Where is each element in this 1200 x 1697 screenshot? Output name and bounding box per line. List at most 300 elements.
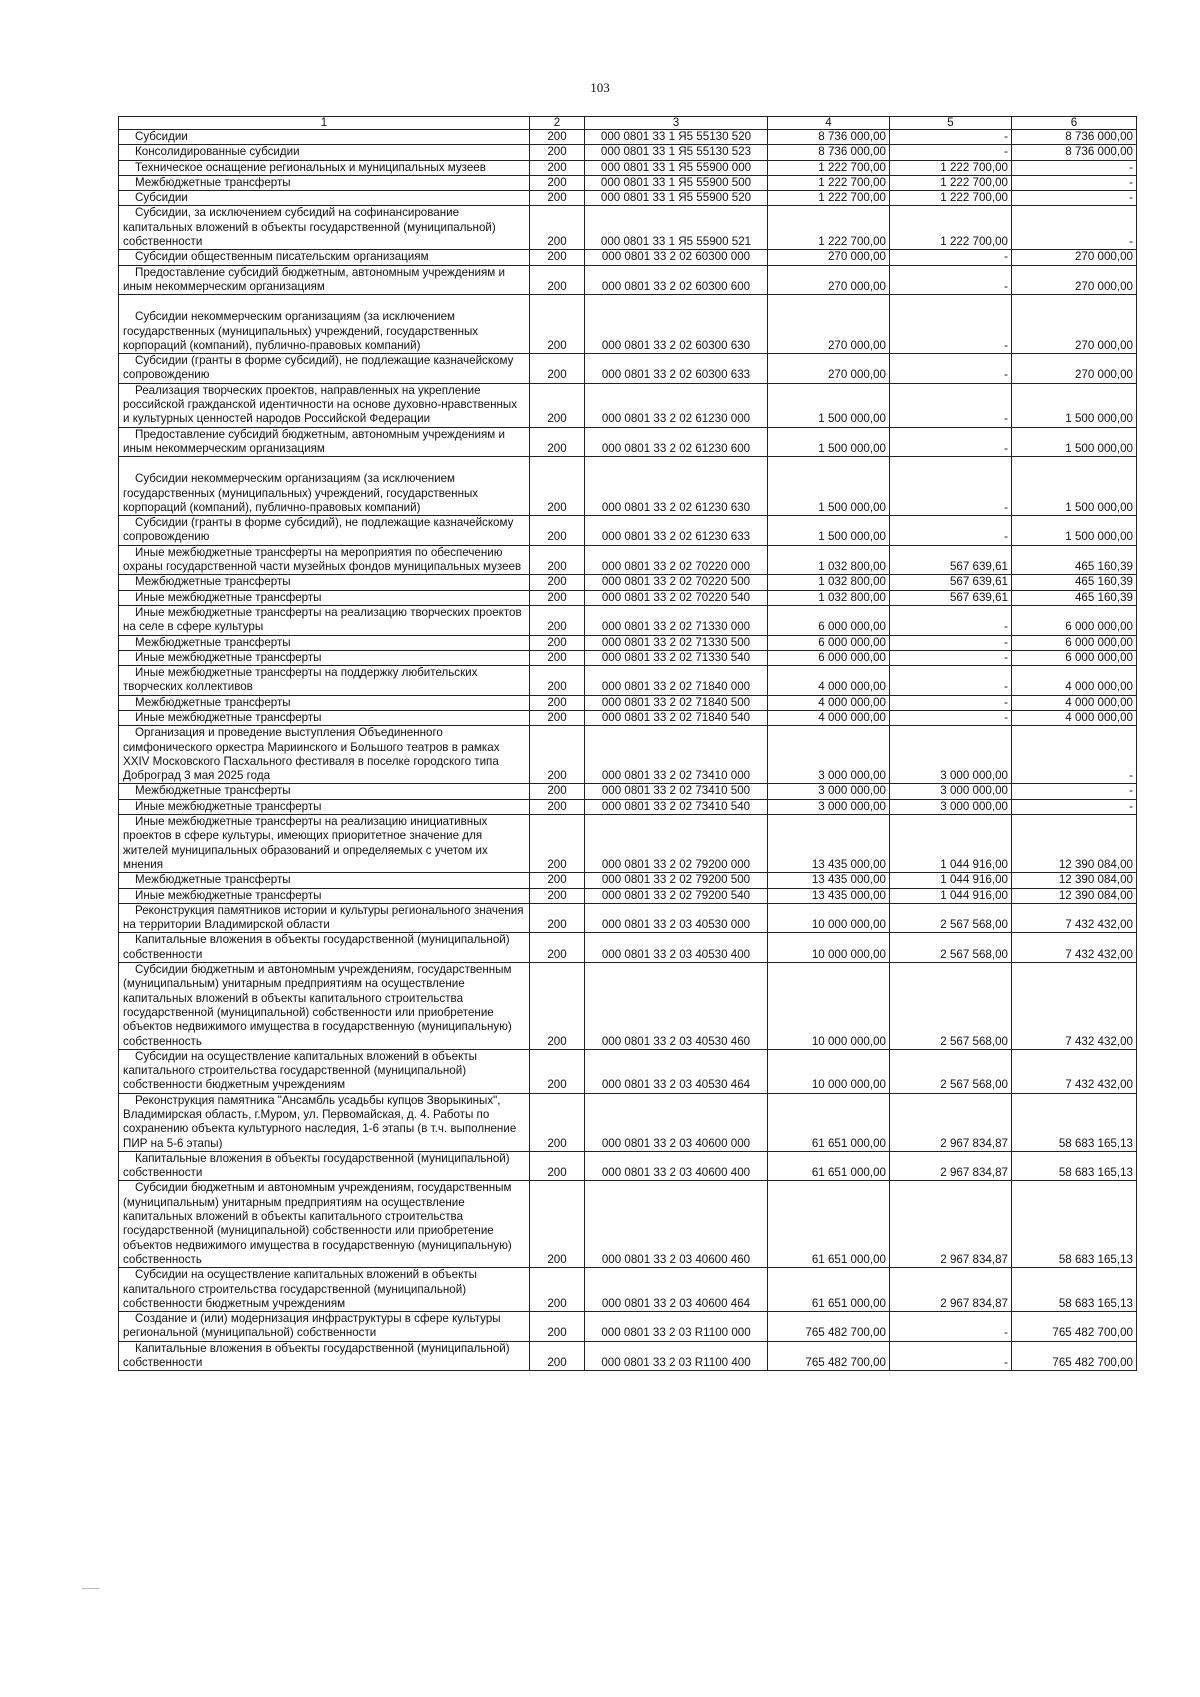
row-name-cell xyxy=(119,206,530,250)
row-grbs-code: 200 xyxy=(530,265,585,295)
row-name-cell xyxy=(119,888,530,903)
table-row xyxy=(119,265,1137,295)
column-number-header-row xyxy=(119,117,1137,130)
row-total-amount: 3 000 000,00 xyxy=(768,799,890,814)
table-row xyxy=(119,726,1137,784)
column-header-5: 5 xyxy=(890,117,1012,130)
row-column5-amount: - xyxy=(890,427,1012,457)
row-grbs-code: 200 xyxy=(530,130,585,145)
row-classification-code: 000 0801 33 1 Я5 55130 523 xyxy=(585,145,768,160)
row-column5-amount: 2 967 834,87 xyxy=(890,1151,1012,1181)
table-row xyxy=(119,191,1137,206)
row-grbs-code: 200 xyxy=(530,1049,585,1093)
row-grbs-code: 200 xyxy=(530,516,585,546)
row-column6-amount: 1 500 000,00 xyxy=(1012,516,1137,546)
row-column5-amount: - xyxy=(890,1341,1012,1371)
scan-edge-mark xyxy=(82,1588,100,1589)
row-total-amount: 1 222 700,00 xyxy=(768,175,890,190)
row-column5-amount: - xyxy=(890,635,1012,650)
row-classification-code: 000 0801 33 2 03 40600 000 xyxy=(585,1093,768,1151)
row-grbs-code: 200 xyxy=(530,873,585,888)
row-total-amount: 270 000,00 xyxy=(768,295,890,354)
row-column5-amount: - xyxy=(890,265,1012,295)
row-grbs-code: 200 xyxy=(530,695,585,710)
row-name-cell xyxy=(119,635,530,650)
table-row xyxy=(119,545,1137,575)
row-column5-amount: 1 044 916,00 xyxy=(890,815,1012,873)
row-column5-amount: 3 000 000,00 xyxy=(890,799,1012,814)
table-row xyxy=(119,575,1137,590)
row-total-amount: 4 000 000,00 xyxy=(768,695,890,710)
row-name: Предоставление субсидий бюджетным, автономным учреждениям и иным некоммерческим организациям xyxy=(123,265,505,293)
table-row xyxy=(119,710,1137,725)
row-name-cell xyxy=(119,963,530,1050)
row-total-amount: 61 651 000,00 xyxy=(768,1181,890,1268)
row-classification-code: 000 0801 33 2 02 73410 000 xyxy=(585,726,768,784)
row-grbs-code: 200 xyxy=(530,295,585,354)
row-total-amount: 1 222 700,00 xyxy=(768,191,890,206)
row-column6-amount: 270 000,00 xyxy=(1012,265,1137,295)
row-classification-code: 000 0801 33 1 Я5 55900 500 xyxy=(585,175,768,190)
row-name-cell xyxy=(119,545,530,575)
row-total-amount: 3 000 000,00 xyxy=(768,726,890,784)
row-column6-amount: - xyxy=(1012,191,1137,206)
table-row xyxy=(119,427,1137,457)
row-grbs-code: 200 xyxy=(530,605,585,635)
row-classification-code: 000 0801 33 2 02 61230 600 xyxy=(585,427,768,457)
row-grbs-code: 200 xyxy=(530,545,585,575)
row-column5-amount: - xyxy=(890,1312,1012,1342)
table-row xyxy=(119,130,1137,145)
row-name-cell xyxy=(119,160,530,175)
row-name: Иные межбюджетные трансферты xyxy=(135,590,322,604)
row-classification-code: 000 0801 33 2 02 79200 500 xyxy=(585,873,768,888)
row-classification-code: 000 0801 33 2 02 71330 540 xyxy=(585,650,768,665)
row-name: Субсидии xyxy=(135,191,188,205)
row-name-cell xyxy=(119,650,530,665)
row-name-cell xyxy=(119,1151,530,1181)
row-total-amount: 1 032 800,00 xyxy=(768,575,890,590)
row-name-cell xyxy=(119,175,530,190)
row-grbs-code: 200 xyxy=(530,1151,585,1181)
row-name: Иные межбюджетные трансферты на мероприятия по обеспечению охраны государственной части музейных фондов муниципальных музеев xyxy=(123,545,522,574)
row-name: Субсидии (гранты в форме субсидий), не подлежащие казначейскому сопровождению xyxy=(123,354,514,382)
row-name-cell xyxy=(119,815,530,873)
row-name-cell xyxy=(119,933,530,963)
row-grbs-code: 200 xyxy=(530,1268,585,1312)
row-total-amount: 1 500 000,00 xyxy=(768,427,890,457)
row-grbs-code: 200 xyxy=(530,726,585,784)
row-total-amount: 765 482 700,00 xyxy=(768,1341,890,1371)
row-name-cell xyxy=(119,590,530,605)
row-classification-code: 000 0801 33 2 03 R1100 000 xyxy=(585,1312,768,1342)
row-name-cell xyxy=(119,903,530,933)
row-name: Субсидии (гранты в форме субсидий), не подлежащие казначейскому сопровождению xyxy=(123,516,514,544)
table-row xyxy=(119,1049,1137,1093)
table-row xyxy=(119,666,1137,696)
row-grbs-code: 200 xyxy=(530,250,585,265)
row-column6-amount: 58 683 165,13 xyxy=(1012,1268,1137,1312)
row-name-cell xyxy=(119,295,530,354)
row-classification-code: 000 0801 33 2 03 40600 464 xyxy=(585,1268,768,1312)
row-column6-amount: 12 390 084,00 xyxy=(1012,888,1137,903)
row-column6-amount: 465 160,39 xyxy=(1012,590,1137,605)
row-total-amount: 270 000,00 xyxy=(768,250,890,265)
row-classification-code: 000 0801 33 2 02 70220 000 xyxy=(585,545,768,575)
row-name: Межбюджетные трансферты xyxy=(135,873,291,887)
row-name-cell xyxy=(119,726,530,784)
row-name-cell xyxy=(119,130,530,145)
row-grbs-code: 200 xyxy=(530,903,585,933)
row-name-cell xyxy=(119,250,530,265)
row-name: Субсидии некоммерческим организациям (за исключением государственных (муниципальных) учреждений, государственных корпораций (компаний), публично-правовых компаний) xyxy=(123,310,479,352)
row-grbs-code: 200 xyxy=(530,575,585,590)
table-row xyxy=(119,354,1137,384)
row-total-amount: 1 500 000,00 xyxy=(768,383,890,427)
row-classification-code: 000 0801 33 2 02 73410 500 xyxy=(585,784,768,799)
table-row xyxy=(119,250,1137,265)
row-column6-amount: 6 000 000,00 xyxy=(1012,635,1137,650)
row-column5-amount: 567 639,61 xyxy=(890,545,1012,575)
row-name-cell xyxy=(119,383,530,427)
row-name-cell xyxy=(119,710,530,725)
row-column5-amount: - xyxy=(890,457,1012,516)
row-name: Субсидии общественным писательским организациям xyxy=(135,250,429,264)
row-total-amount: 8 736 000,00 xyxy=(768,130,890,145)
row-classification-code: 000 0801 33 2 02 71840 540 xyxy=(585,710,768,725)
row-classification-code: 000 0801 33 2 03 40600 460 xyxy=(585,1181,768,1268)
row-column5-amount: - xyxy=(890,145,1012,160)
row-column5-amount: - xyxy=(890,295,1012,354)
row-classification-code: 000 0801 33 1 Я5 55900 520 xyxy=(585,191,768,206)
row-grbs-code: 200 xyxy=(530,815,585,873)
table-row xyxy=(119,457,1137,516)
row-total-amount: 1 500 000,00 xyxy=(768,457,890,516)
budget-table-container xyxy=(118,116,1136,1371)
row-classification-code: 000 0801 33 1 Я5 55130 520 xyxy=(585,130,768,145)
row-name: Предоставление субсидий бюджетным, автономным учреждениям и иным некоммерческим организациям xyxy=(123,427,505,455)
row-classification-code: 000 0801 33 2 02 60300 000 xyxy=(585,250,768,265)
row-column6-amount: 8 736 000,00 xyxy=(1012,145,1137,160)
row-column5-amount: 1 222 700,00 xyxy=(890,191,1012,206)
table-row xyxy=(119,206,1137,250)
table-row xyxy=(119,963,1137,1050)
row-name: Капитальные вложения в объекты государственной (муниципальной) собственности xyxy=(123,1151,510,1180)
row-classification-code: 000 0801 33 2 02 79200 000 xyxy=(585,815,768,873)
row-column5-amount: 1 222 700,00 xyxy=(890,206,1012,250)
row-name: Создание и (или) модернизация инфраструктуры в сфере культуры региональной (муниципальной) собственности xyxy=(123,1312,501,1340)
row-name: Субсидии бюджетным и автономным учреждениям, государственным (муниципальным) унитарным предприятиям на осуществление капитальных вложений в объекты капитального строительства государственной (муниципальной) собственности или приобретение объектов недвижимого имущества в государственную (муниципальную) собственность xyxy=(123,963,512,1048)
row-column5-amount: - xyxy=(890,650,1012,665)
row-name: Техническое оснащение региональных и муниципальных музеев xyxy=(135,160,486,174)
row-column6-amount: 6 000 000,00 xyxy=(1012,605,1137,635)
row-classification-code: 000 0801 33 2 02 60300 600 xyxy=(585,265,768,295)
row-total-amount: 10 000 000,00 xyxy=(768,903,890,933)
row-name: Субсидии на осуществление капитальных вложений в объекты капитального строительства государственной (муниципальной) собственности бюджетным учреждениям xyxy=(123,1049,477,1092)
row-name-cell xyxy=(119,784,530,799)
row-total-amount: 1 222 700,00 xyxy=(768,206,890,250)
row-total-amount: 61 651 000,00 xyxy=(768,1151,890,1181)
row-column5-amount: - xyxy=(890,130,1012,145)
table-row xyxy=(119,873,1137,888)
row-total-amount: 10 000 000,00 xyxy=(768,933,890,963)
row-total-amount: 1 500 000,00 xyxy=(768,516,890,546)
row-grbs-code: 200 xyxy=(530,175,585,190)
row-column5-amount: - xyxy=(890,710,1012,725)
row-column5-amount: - xyxy=(890,354,1012,384)
row-name: Субсидии бюджетным и автономным учреждениям, государственным (муниципальным) унитарным предприятиям на осуществление капитальных вложений в объекты капитального строительства государственной (муниципальной) собственности или приобретение объектов недвижимого имущества в государственную (муниципальную) собственность xyxy=(123,1181,512,1266)
row-grbs-code: 200 xyxy=(530,206,585,250)
row-total-amount: 4 000 000,00 xyxy=(768,710,890,725)
column-header-2: 2 xyxy=(530,117,585,130)
row-column5-amount: - xyxy=(890,383,1012,427)
row-grbs-code: 200 xyxy=(530,963,585,1050)
row-total-amount: 1 032 800,00 xyxy=(768,545,890,575)
row-column6-amount: 270 000,00 xyxy=(1012,295,1137,354)
row-grbs-code: 200 xyxy=(530,710,585,725)
row-column6-amount: 6 000 000,00 xyxy=(1012,650,1137,665)
table-row xyxy=(119,160,1137,175)
row-name-cell xyxy=(119,145,530,160)
row-column6-amount: - xyxy=(1012,175,1137,190)
row-name: Иные межбюджетные трансферты xyxy=(135,799,322,813)
row-column5-amount: - xyxy=(890,695,1012,710)
row-name: Иные межбюджетные трансферты xyxy=(135,888,322,902)
row-column6-amount: 7 432 432,00 xyxy=(1012,903,1137,933)
row-classification-code: 000 0801 33 2 02 70220 500 xyxy=(585,575,768,590)
row-total-amount: 6 000 000,00 xyxy=(768,635,890,650)
row-total-amount: 6 000 000,00 xyxy=(768,650,890,665)
row-column6-amount: 765 482 700,00 xyxy=(1012,1312,1137,1342)
row-spacer xyxy=(123,295,526,310)
table-row xyxy=(119,1093,1137,1151)
row-column6-amount: 7 432 432,00 xyxy=(1012,933,1137,963)
row-classification-code: 000 0801 33 2 03 40600 400 xyxy=(585,1151,768,1181)
row-column5-amount: 567 639,61 xyxy=(890,575,1012,590)
row-grbs-code: 200 xyxy=(530,1341,585,1371)
row-total-amount: 13 435 000,00 xyxy=(768,815,890,873)
table-row xyxy=(119,1341,1137,1371)
row-grbs-code: 200 xyxy=(530,427,585,457)
row-name-cell xyxy=(119,427,530,457)
row-name-cell xyxy=(119,1049,530,1093)
row-column6-amount: 12 390 084,00 xyxy=(1012,815,1137,873)
row-column5-amount: 2 567 568,00 xyxy=(890,1049,1012,1093)
row-grbs-code: 200 xyxy=(530,191,585,206)
row-column5-amount: - xyxy=(890,666,1012,696)
row-grbs-code: 200 xyxy=(530,457,585,516)
row-grbs-code: 200 xyxy=(530,933,585,963)
row-name-cell xyxy=(119,575,530,590)
row-classification-code: 000 0801 33 1 Я5 55900 000 xyxy=(585,160,768,175)
row-classification-code: 000 0801 33 2 02 71840 500 xyxy=(585,695,768,710)
row-classification-code: 000 0801 33 2 02 60300 633 xyxy=(585,354,768,384)
row-name-cell xyxy=(119,1341,530,1371)
row-grbs-code: 200 xyxy=(530,1093,585,1151)
column-header-6: 6 xyxy=(1012,117,1137,130)
row-grbs-code: 200 xyxy=(530,635,585,650)
row-column6-amount: 270 000,00 xyxy=(1012,354,1137,384)
row-column5-amount: 3 000 000,00 xyxy=(890,784,1012,799)
row-grbs-code: 200 xyxy=(530,784,585,799)
table-row xyxy=(119,1181,1137,1268)
table-row xyxy=(119,175,1137,190)
row-name-cell xyxy=(119,666,530,696)
row-name: Межбюджетные трансферты xyxy=(135,635,291,649)
row-total-amount: 10 000 000,00 xyxy=(768,1049,890,1093)
budget-table xyxy=(118,116,1137,1371)
row-classification-code: 000 0801 33 2 02 61230 630 xyxy=(585,457,768,516)
table-row xyxy=(119,815,1137,873)
row-column5-amount: 2 567 568,00 xyxy=(890,963,1012,1050)
row-total-amount: 3 000 000,00 xyxy=(768,784,890,799)
row-column6-amount: 8 736 000,00 xyxy=(1012,130,1137,145)
row-name: Реализация творческих проектов, направленных на укрепление российской гражданской идентичности на основе духовно-нравственных и культурных ценностей народов Российской Федерации xyxy=(123,383,518,426)
row-column6-amount: 12 390 084,00 xyxy=(1012,873,1137,888)
row-column6-amount: 465 160,39 xyxy=(1012,545,1137,575)
table-row xyxy=(119,590,1137,605)
row-column5-amount: 2 967 834,87 xyxy=(890,1268,1012,1312)
row-column5-amount: 2 967 834,87 xyxy=(890,1093,1012,1151)
row-name: Иные межбюджетные трансферты на реализацию творческих проектов на селе в сфере культуры xyxy=(123,605,522,634)
row-column6-amount: 765 482 700,00 xyxy=(1012,1341,1137,1371)
table-row xyxy=(119,1151,1137,1181)
row-total-amount: 8 736 000,00 xyxy=(768,145,890,160)
row-name: Организация и проведение выступления Объединенного симфонического оркестра Мариинского и Большого театров в рамках XXIV Московского Пасхального фестиваля в поселке городского типа Доброград 3 мая 2025 года xyxy=(123,726,500,783)
row-total-amount: 270 000,00 xyxy=(768,354,890,384)
row-column6-amount: 1 500 000,00 xyxy=(1012,427,1137,457)
row-grbs-code: 200 xyxy=(530,799,585,814)
row-grbs-code: 200 xyxy=(530,1312,585,1342)
row-column6-amount: 465 160,39 xyxy=(1012,575,1137,590)
table-row xyxy=(119,933,1137,963)
row-classification-code: 000 0801 33 2 02 70220 540 xyxy=(585,590,768,605)
row-total-amount: 13 435 000,00 xyxy=(768,888,890,903)
row-total-amount: 61 651 000,00 xyxy=(768,1268,890,1312)
row-name-cell xyxy=(119,354,530,384)
table-row xyxy=(119,383,1137,427)
row-classification-code: 000 0801 33 2 02 79200 540 xyxy=(585,888,768,903)
table-row xyxy=(119,516,1137,546)
row-classification-code: 000 0801 33 2 02 61230 633 xyxy=(585,516,768,546)
row-column6-amount: 1 500 000,00 xyxy=(1012,457,1137,516)
row-name: Иные межбюджетные трансферты на реализацию инициативных проектов в сфере культуры, имеющих приоритетное значение для жителей муниципальных образований и определяемых с учетом их мнения xyxy=(123,815,488,871)
row-column5-amount: - xyxy=(890,516,1012,546)
page-number: 103 xyxy=(590,80,610,95)
row-grbs-code: 200 xyxy=(530,145,585,160)
row-column6-amount: - xyxy=(1012,206,1137,250)
column-header-4: 4 xyxy=(768,117,890,130)
row-column6-amount: 58 683 165,13 xyxy=(1012,1093,1137,1151)
row-total-amount: 765 482 700,00 xyxy=(768,1312,890,1342)
table-row xyxy=(119,799,1137,814)
row-column6-amount: 270 000,00 xyxy=(1012,250,1137,265)
row-name-cell xyxy=(119,191,530,206)
row-column6-amount: 58 683 165,13 xyxy=(1012,1181,1137,1268)
table-row xyxy=(119,295,1137,354)
row-total-amount: 10 000 000,00 xyxy=(768,963,890,1050)
row-name: Капитальные вложения в объекты государственной (муниципальной) собственности xyxy=(123,1341,510,1370)
column-header-1: 1 xyxy=(119,117,530,130)
row-name-cell xyxy=(119,1093,530,1151)
row-total-amount: 6 000 000,00 xyxy=(768,605,890,635)
row-column5-amount: 2 567 568,00 xyxy=(890,933,1012,963)
row-name: Капитальные вложения в объекты государственной (муниципальной) собственности xyxy=(123,933,510,961)
row-classification-code: 000 0801 33 2 03 40530 000 xyxy=(585,903,768,933)
row-total-amount: 270 000,00 xyxy=(768,265,890,295)
row-name-cell xyxy=(119,457,530,516)
row-column6-amount: - xyxy=(1012,799,1137,814)
row-name: Межбюджетные трансферты xyxy=(135,784,291,798)
row-name-cell xyxy=(119,516,530,546)
row-classification-code: 000 0801 33 1 Я5 55900 521 xyxy=(585,206,768,250)
row-grbs-code: 200 xyxy=(530,1181,585,1268)
row-column6-amount: 4 000 000,00 xyxy=(1012,710,1137,725)
row-total-amount: 1 222 700,00 xyxy=(768,160,890,175)
row-column5-amount: 3 000 000,00 xyxy=(890,726,1012,784)
row-classification-code: 000 0801 33 2 02 73410 540 xyxy=(585,799,768,814)
table-row xyxy=(119,145,1137,160)
row-classification-code: 000 0801 33 2 02 71330 000 xyxy=(585,605,768,635)
row-column6-amount: 4 000 000,00 xyxy=(1012,666,1137,696)
row-column6-amount: 7 432 432,00 xyxy=(1012,1049,1137,1093)
row-grbs-code: 200 xyxy=(530,354,585,384)
row-grbs-code: 200 xyxy=(530,666,585,696)
row-column6-amount: - xyxy=(1012,726,1137,784)
row-name: Межбюджетные трансферты xyxy=(135,175,291,189)
row-name: Реконструкция памятников истории и культуры регионального значения на территории Владимирской области xyxy=(123,903,524,932)
row-name-cell xyxy=(119,695,530,710)
row-name: Межбюджетные трансферты xyxy=(135,575,291,589)
column-header-3: 3 xyxy=(585,117,768,130)
table-body xyxy=(119,130,1137,1371)
row-name-cell xyxy=(119,1312,530,1342)
table-row xyxy=(119,903,1137,933)
row-spacer xyxy=(123,457,526,472)
row-column6-amount: 1 500 000,00 xyxy=(1012,383,1137,427)
row-column5-amount: 2 567 568,00 xyxy=(890,903,1012,933)
row-total-amount: 4 000 000,00 xyxy=(768,666,890,696)
row-column5-amount: - xyxy=(890,250,1012,265)
table-row xyxy=(119,1312,1137,1342)
row-classification-code: 000 0801 33 2 03 40530 400 xyxy=(585,933,768,963)
row-classification-code: 000 0801 33 2 02 71330 500 xyxy=(585,635,768,650)
row-column5-amount: 1 044 916,00 xyxy=(890,873,1012,888)
row-column6-amount: 58 683 165,13 xyxy=(1012,1151,1137,1181)
row-column5-amount: 1 222 700,00 xyxy=(890,175,1012,190)
table-row xyxy=(119,635,1137,650)
table-row xyxy=(119,1268,1137,1312)
row-classification-code: 000 0801 33 2 02 71840 000 xyxy=(585,666,768,696)
table-row xyxy=(119,888,1137,903)
row-name: Реконструкция памятника "Ансамбль усадьбы купцов Зворыкиных", Владимирская область, г.Муром, ул. Первомайская, д. 4. Работы по сохранению объекта культурного наследия, 1-6 этапы (в т.ч. выполнение ПИР на 5-6 этапы) xyxy=(123,1093,517,1150)
row-name: Иные межбюджетные трансферты на поддержку любительских творческих коллективов xyxy=(123,666,478,694)
table-row xyxy=(119,605,1137,635)
row-name: Субсидии на осуществление капитальных вложений в объекты капитального строительства государственной (муниципальной) собственности бюджетным учреждениям xyxy=(123,1268,477,1310)
row-total-amount: 61 651 000,00 xyxy=(768,1093,890,1151)
row-column5-amount: 1 044 916,00 xyxy=(890,888,1012,903)
row-classification-code: 000 0801 33 2 03 40530 464 xyxy=(585,1049,768,1093)
row-column6-amount: - xyxy=(1012,784,1137,799)
row-column5-amount: 567 639,61 xyxy=(890,590,1012,605)
row-column6-amount: 4 000 000,00 xyxy=(1012,695,1137,710)
row-name-cell xyxy=(119,799,530,814)
row-name: Межбюджетные трансферты xyxy=(135,695,291,709)
row-column5-amount: 1 222 700,00 xyxy=(890,160,1012,175)
row-grbs-code: 200 xyxy=(530,888,585,903)
row-name: Иные межбюджетные трансферты xyxy=(135,650,322,664)
row-total-amount: 1 032 800,00 xyxy=(768,590,890,605)
